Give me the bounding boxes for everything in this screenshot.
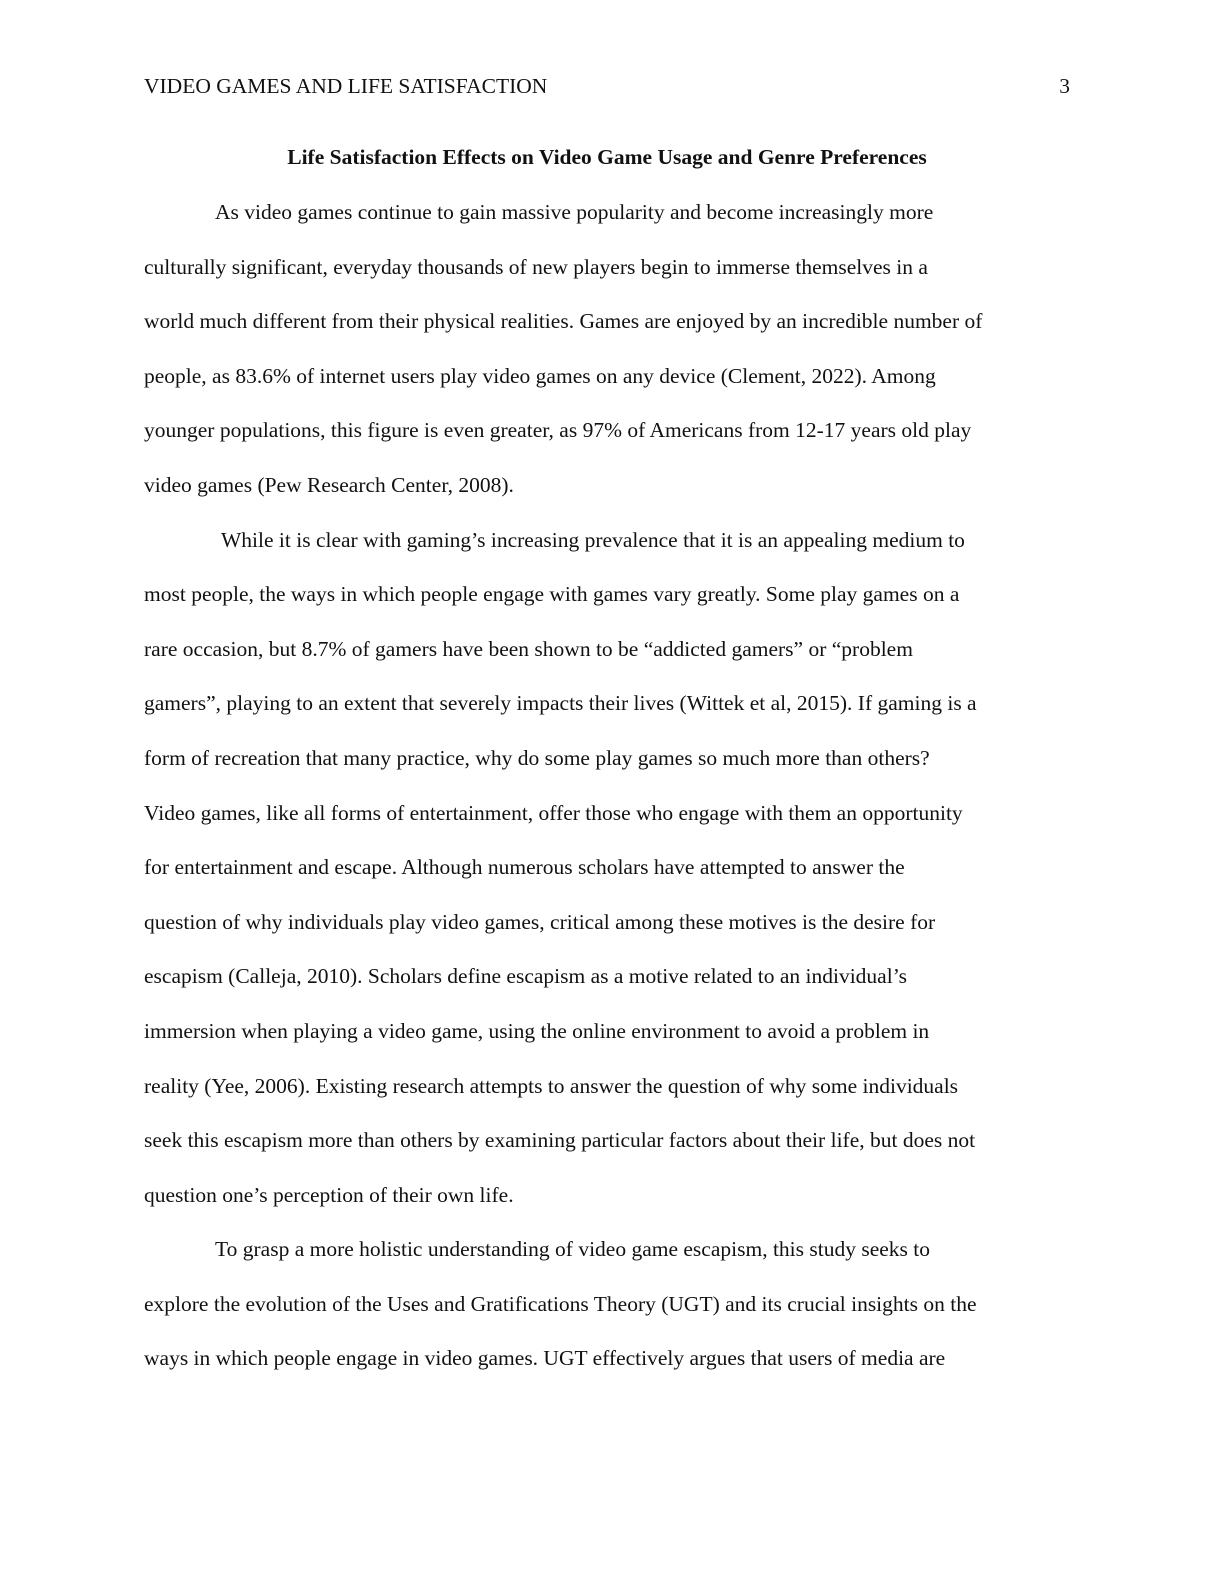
section-title: Life Satisfaction Effects on Video Game Usage and Genre Preferences (287, 145, 927, 169)
page-number: 3 (1059, 74, 1070, 98)
running-head-title: VIDEO GAMES AND LIFE SATISFACTION (144, 74, 548, 98)
paragraph-2-line: question one’s perception of their own life. (144, 1182, 514, 1207)
paragraph-2-line: question of why individuals play video games, critical among these motives is the desire for (144, 909, 936, 934)
paragraph-3-line: To grasp a more holistic understanding of video game escapism, this study seeks to (215, 1237, 931, 1262)
paragraph-1-line: culturally significant, everyday thousands of new players begin to immerse themselves in a (144, 254, 928, 279)
paragraph-1-line: video games (Pew Research Center, 2008). (144, 472, 514, 497)
paragraph-2-line: for entertainment and escape. Although numerous scholars have attempted to answer the (144, 855, 905, 880)
paragraph-2-line: escapism (Calleja, 2010). Scholars define escapism as a motive related to an individual’s (144, 964, 908, 989)
paragraph-3-line: explore the evolution of the Uses and Gratifications Theory (UGT) and its crucial insights on the (144, 1291, 977, 1316)
paragraph-2-line: rare occasion, but 8.7% of gamers have been shown to be “addicted gamers” or “problem (144, 636, 913, 661)
paragraph-1-line: world much different from their physical realities. Games are enjoyed by an incredible number of (144, 309, 983, 334)
running-head (144, 72, 1070, 100)
paragraph-2-line: While it is clear with gaming’s increasing prevalence that it is an appealing medium to (221, 527, 965, 552)
paragraph-1-line: people, as 83.6% of internet users play video games on any device (Clement, 2022). Among (144, 363, 936, 388)
paragraph-1-line: As video games continue to gain massive popularity and become increasingly more (215, 200, 934, 224)
paragraph-2-line: gamers”, playing to an extent that severely impacts their lives (Wittek et al, 2015). If gaming is a (144, 691, 977, 716)
paragraph-2-line: immersion when playing a video game, using the online environment to avoid a problem in (144, 1018, 930, 1043)
paragraph-1-line: younger populations, this figure is even greater, as 97% of Americans from 12-17 years old play (144, 418, 972, 443)
paragraph-2-line: most people, the ways in which people engage with games vary greatly. Some play games on a (144, 582, 960, 607)
paragraph-2-line: form of recreation that many practice, why do some play games so much more than others? (144, 745, 930, 770)
paragraph-2-line: Video games, like all forms of entertainment, offer those who engage with them an opportunity (144, 800, 963, 825)
paragraph-2-line: seek this escapism more than others by examining particular factors about their life, but does not (144, 1128, 976, 1153)
paragraph-3-line: ways in which people engage in video games. UGT effectively argues that users of media are (144, 1346, 946, 1371)
paragraph-2-line: reality (Yee, 2006). Existing research attempts to answer the question of why some individuals (144, 1073, 959, 1098)
body-text (144, 198, 1084, 1399)
